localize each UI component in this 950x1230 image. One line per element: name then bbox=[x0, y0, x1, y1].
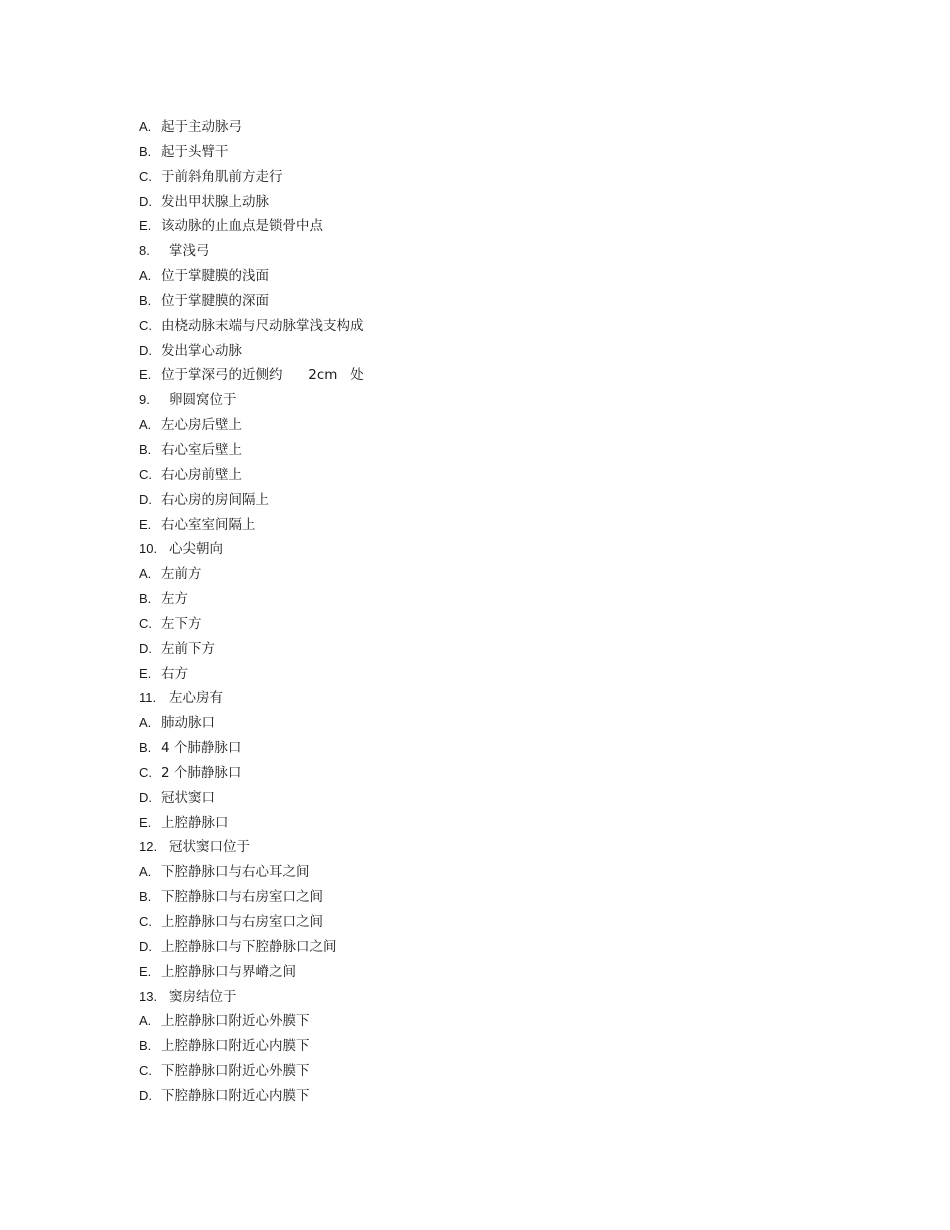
option-text: 起于主动脉弓 bbox=[161, 119, 242, 135]
option-text: 左下方 bbox=[161, 615, 202, 632]
answer-option bbox=[139, 214, 839, 239]
answer-option bbox=[139, 115, 839, 140]
option-letter: D. bbox=[139, 938, 152, 954]
answer-option bbox=[139, 587, 839, 612]
option-text: 左前下方 bbox=[161, 640, 215, 657]
option-letter: A. bbox=[139, 1013, 152, 1029]
option-letter: E. bbox=[139, 218, 152, 234]
option-text: 上腔静脉口与界嵴之间 bbox=[161, 963, 296, 980]
answer-option bbox=[139, 289, 839, 314]
answer-option bbox=[139, 885, 839, 910]
option-letter: B. bbox=[139, 591, 152, 607]
option-text: 下腔静脉口附近心内膜下 bbox=[161, 1087, 310, 1104]
option-text: 位于掌深弓的近侧约 2cm 处 bbox=[161, 367, 364, 384]
option-text: 下腔静脉口与右房室口之间 bbox=[161, 889, 323, 906]
option-letter: D. bbox=[139, 789, 152, 805]
option-letter: A. bbox=[139, 268, 152, 284]
option-letter: B. bbox=[139, 441, 152, 457]
answer-option bbox=[139, 438, 839, 463]
answer-option bbox=[139, 314, 839, 339]
question-text: 左心房有 bbox=[169, 690, 223, 707]
option-text: 右方 bbox=[161, 665, 188, 682]
answer-option bbox=[139, 711, 839, 736]
answer-option bbox=[139, 562, 839, 587]
answer-option bbox=[139, 910, 839, 935]
answer-option bbox=[139, 488, 839, 513]
question-stem bbox=[139, 239, 839, 264]
question-stem bbox=[139, 388, 839, 413]
question-text: 卵圆窝位于 bbox=[169, 392, 237, 409]
option-letter: E. bbox=[139, 367, 152, 383]
option-text: 发出甲状腺上动脉 bbox=[161, 193, 269, 210]
option-text: 由桡动脉末端与尺动脉掌浅支构成 bbox=[161, 317, 364, 334]
option-text: 上腔静脉口 bbox=[161, 814, 229, 831]
option-letter: D. bbox=[139, 193, 152, 209]
option-letter: D. bbox=[139, 491, 152, 507]
option-letter: B. bbox=[139, 889, 152, 905]
option-text: 右心房的房间隔上 bbox=[161, 491, 269, 508]
option-letter: C. bbox=[139, 914, 152, 929]
option-letter: C. bbox=[139, 168, 152, 184]
option-letter: A. bbox=[139, 566, 152, 582]
question-number: 11. bbox=[139, 690, 157, 706]
answer-option bbox=[139, 413, 839, 438]
answer-option bbox=[139, 860, 839, 885]
answer-option bbox=[139, 761, 839, 786]
question-text: 窦房结位于 bbox=[169, 988, 237, 1005]
option-letter: B. bbox=[139, 1038, 152, 1054]
question-stem bbox=[139, 537, 839, 562]
answer-option bbox=[139, 513, 839, 538]
answer-option bbox=[139, 463, 839, 488]
option-text: 上腔静脉口与右房室口之间 bbox=[161, 914, 323, 930]
question-stem bbox=[139, 985, 839, 1010]
answer-option bbox=[139, 786, 839, 811]
question-number: 10. bbox=[139, 541, 158, 557]
option-letter: C. bbox=[139, 317, 152, 333]
option-text: 左心房后壁上 bbox=[161, 417, 242, 434]
option-text: 肺动脉口 bbox=[161, 715, 215, 732]
option-text: 该动脉的止血点是锁骨中点 bbox=[161, 218, 323, 235]
option-letter: B. bbox=[139, 740, 152, 756]
option-letter: E. bbox=[139, 665, 152, 681]
question-number: 12. bbox=[139, 839, 158, 855]
answer-option bbox=[139, 637, 839, 662]
option-text: 位于掌腱膜的深面 bbox=[161, 292, 269, 309]
option-text: 2 个肺静脉口 bbox=[161, 764, 242, 781]
option-letter: D. bbox=[139, 342, 152, 358]
answer-option bbox=[139, 1059, 839, 1084]
option-letter: E. bbox=[139, 814, 152, 830]
option-text: 左方 bbox=[161, 591, 188, 608]
answer-option bbox=[139, 1084, 839, 1109]
answer-option bbox=[139, 935, 839, 960]
question-text: 心尖朝向 bbox=[169, 541, 223, 558]
option-letter: E. bbox=[139, 963, 152, 979]
answer-option bbox=[139, 363, 839, 388]
option-letter: C. bbox=[139, 466, 152, 482]
option-text: 下腔静脉口附近心外膜下 bbox=[161, 1063, 310, 1080]
option-text: 右心房前壁上 bbox=[161, 466, 242, 483]
question-list bbox=[139, 115, 839, 1109]
option-letter: B. bbox=[139, 143, 152, 159]
question-number: 9. bbox=[139, 392, 150, 408]
option-text: 起于头臂干 bbox=[161, 143, 229, 160]
question-stem bbox=[139, 686, 839, 711]
option-letter: E. bbox=[139, 516, 152, 532]
answer-option bbox=[139, 960, 839, 985]
question-text: 冠状窦口位于 bbox=[169, 839, 250, 856]
option-letter: D. bbox=[139, 640, 152, 656]
answer-option bbox=[139, 811, 839, 836]
option-text: 4 个肺静脉口 bbox=[161, 740, 242, 757]
option-text: 下腔静脉口与右心耳之间 bbox=[161, 864, 310, 881]
option-letter: C. bbox=[139, 764, 152, 780]
option-letter: B. bbox=[139, 292, 152, 308]
option-letter: C. bbox=[139, 1063, 152, 1079]
option-text: 右心室后壁上 bbox=[161, 441, 242, 458]
answer-option bbox=[139, 662, 839, 687]
option-letter: A. bbox=[139, 715, 152, 731]
option-letter: A. bbox=[139, 417, 152, 433]
option-text: 右心室室间隔上 bbox=[161, 516, 256, 533]
answer-option bbox=[139, 339, 839, 364]
answer-option bbox=[139, 140, 839, 165]
option-letter: A. bbox=[139, 864, 152, 880]
option-letter: A. bbox=[139, 119, 152, 134]
option-text: 于前斜角肌前方走行 bbox=[161, 168, 283, 185]
option-text: 位于掌腱膜的浅面 bbox=[161, 268, 269, 285]
answer-option bbox=[139, 1034, 839, 1059]
answer-option bbox=[139, 1009, 839, 1034]
option-letter: D. bbox=[139, 1087, 152, 1103]
answer-option bbox=[139, 165, 839, 190]
question-stem bbox=[139, 835, 839, 860]
question-number: 8. bbox=[139, 243, 150, 259]
answer-option bbox=[139, 264, 839, 289]
answer-option bbox=[139, 190, 839, 215]
option-letter: C. bbox=[139, 615, 152, 631]
answer-option bbox=[139, 612, 839, 637]
option-text: 上腔静脉口与下腔静脉口之间 bbox=[161, 938, 337, 955]
question-text: 掌浅弓 bbox=[169, 243, 210, 260]
answer-option bbox=[139, 736, 839, 761]
option-text: 冠状窦口 bbox=[161, 789, 215, 806]
option-text: 左前方 bbox=[161, 566, 202, 583]
option-text: 上腔静脉口附近心外膜下 bbox=[161, 1013, 310, 1030]
option-text: 发出掌心动脉 bbox=[161, 342, 242, 359]
question-number: 13. bbox=[139, 988, 158, 1004]
option-text: 上腔静脉口附近心内膜下 bbox=[161, 1038, 310, 1055]
